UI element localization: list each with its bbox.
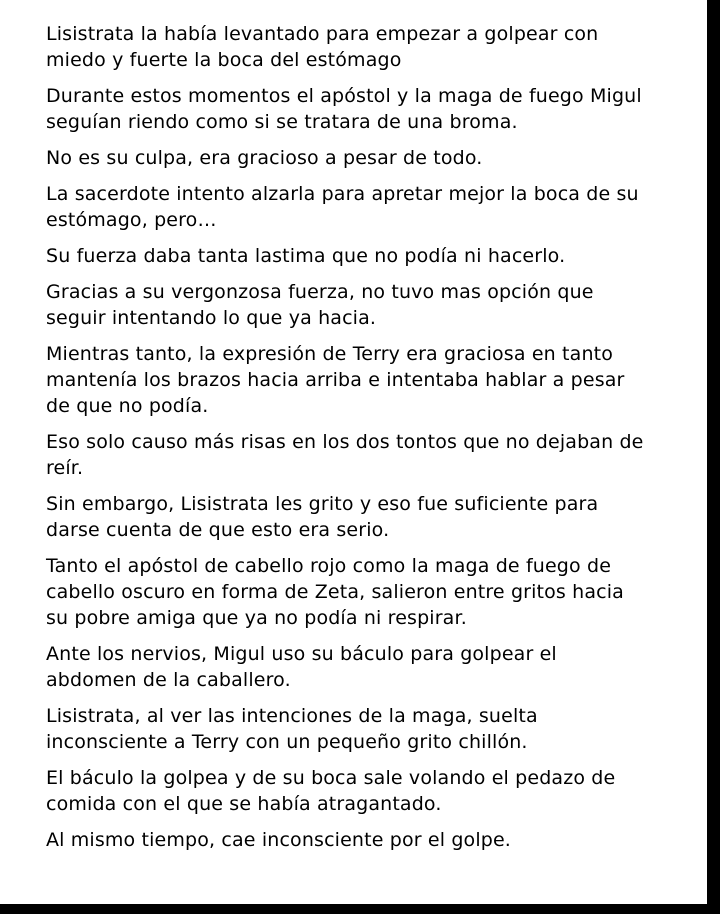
paragraph (46, 83, 683, 135)
paragraph (46, 279, 683, 331)
text-line: su pobre amiga que ya no podía ni respirar. (46, 607, 467, 629)
text-line: de que no podía. (46, 395, 209, 417)
text-line: cabello oscuro en forma de Zeta, salieron entre gritos hacia (46, 581, 624, 603)
paragraph (46, 341, 683, 419)
text-line: Ante los nervios, Migul uso su báculo para golpear el (46, 643, 557, 665)
text-line: Eso solo causo más risas en los dos tontos que no dejaban de (46, 431, 644, 453)
paragraph (46, 243, 683, 269)
paragraph (46, 703, 683, 755)
text-line: Sin embargo, Lisistrata les grito y eso fue suficiente para (46, 493, 599, 515)
text-line: El báculo la golpea y de su boca sale volando el pedazo de (46, 767, 616, 789)
text-line: Mientras tanto, la expresión de Terry era graciosa en tanto (46, 343, 614, 365)
text-line: Durante estos momentos el apóstol y la maga de fuego Migul (46, 85, 642, 107)
text-line: comida con el que se había atragantado. (46, 793, 442, 815)
text-line: estómago, pero… (46, 209, 217, 231)
text-line: seguían riendo como si se tratara de una broma. (46, 111, 518, 133)
paragraph (46, 429, 683, 481)
text-line: Gracias a su vergonzosa fuerza, no tuvo mas opción que (46, 281, 594, 303)
text-line: abdomen de la caballero. (46, 669, 291, 691)
text-line: mantenía los brazos hacia arriba e intentaba hablar a pesar (46, 369, 625, 391)
text-line: No es su culpa, era gracioso a pesar de todo. (46, 147, 483, 169)
text-line: seguir intentando lo que ya hacia. (46, 307, 377, 329)
text-line: darse cuenta de que esto era serio. (46, 519, 390, 541)
text-line: inconsciente a Terry con un pequeño grito chillón. (46, 731, 528, 753)
text-line: Lisistrata, al ver las intenciones de la maga, suelta (46, 705, 538, 727)
text-line: La sacerdote intento alzarla para apretar mejor la boca de su (46, 183, 639, 205)
text-line: Tanto el apóstol de cabello rojo como la maga de fuego de (46, 555, 612, 577)
paragraph (46, 765, 683, 817)
paragraph (46, 21, 683, 73)
paragraph (46, 553, 683, 631)
paragraph (46, 491, 683, 543)
paragraph (46, 181, 683, 233)
paragraph (46, 641, 683, 693)
paragraph (46, 827, 683, 853)
text-line: Lisistrata la había levantado para empezar a golpear con (46, 23, 599, 45)
text-line: reír. (46, 457, 84, 479)
text-line: miedo y fuerte la boca del estómago (46, 49, 402, 71)
paragraph (46, 145, 683, 171)
text-line: Su fuerza daba tanta lastima que no podía ni hacerlo. (46, 245, 566, 267)
text-line: Al mismo tiempo, cae inconsciente por el golpe. (46, 829, 511, 851)
